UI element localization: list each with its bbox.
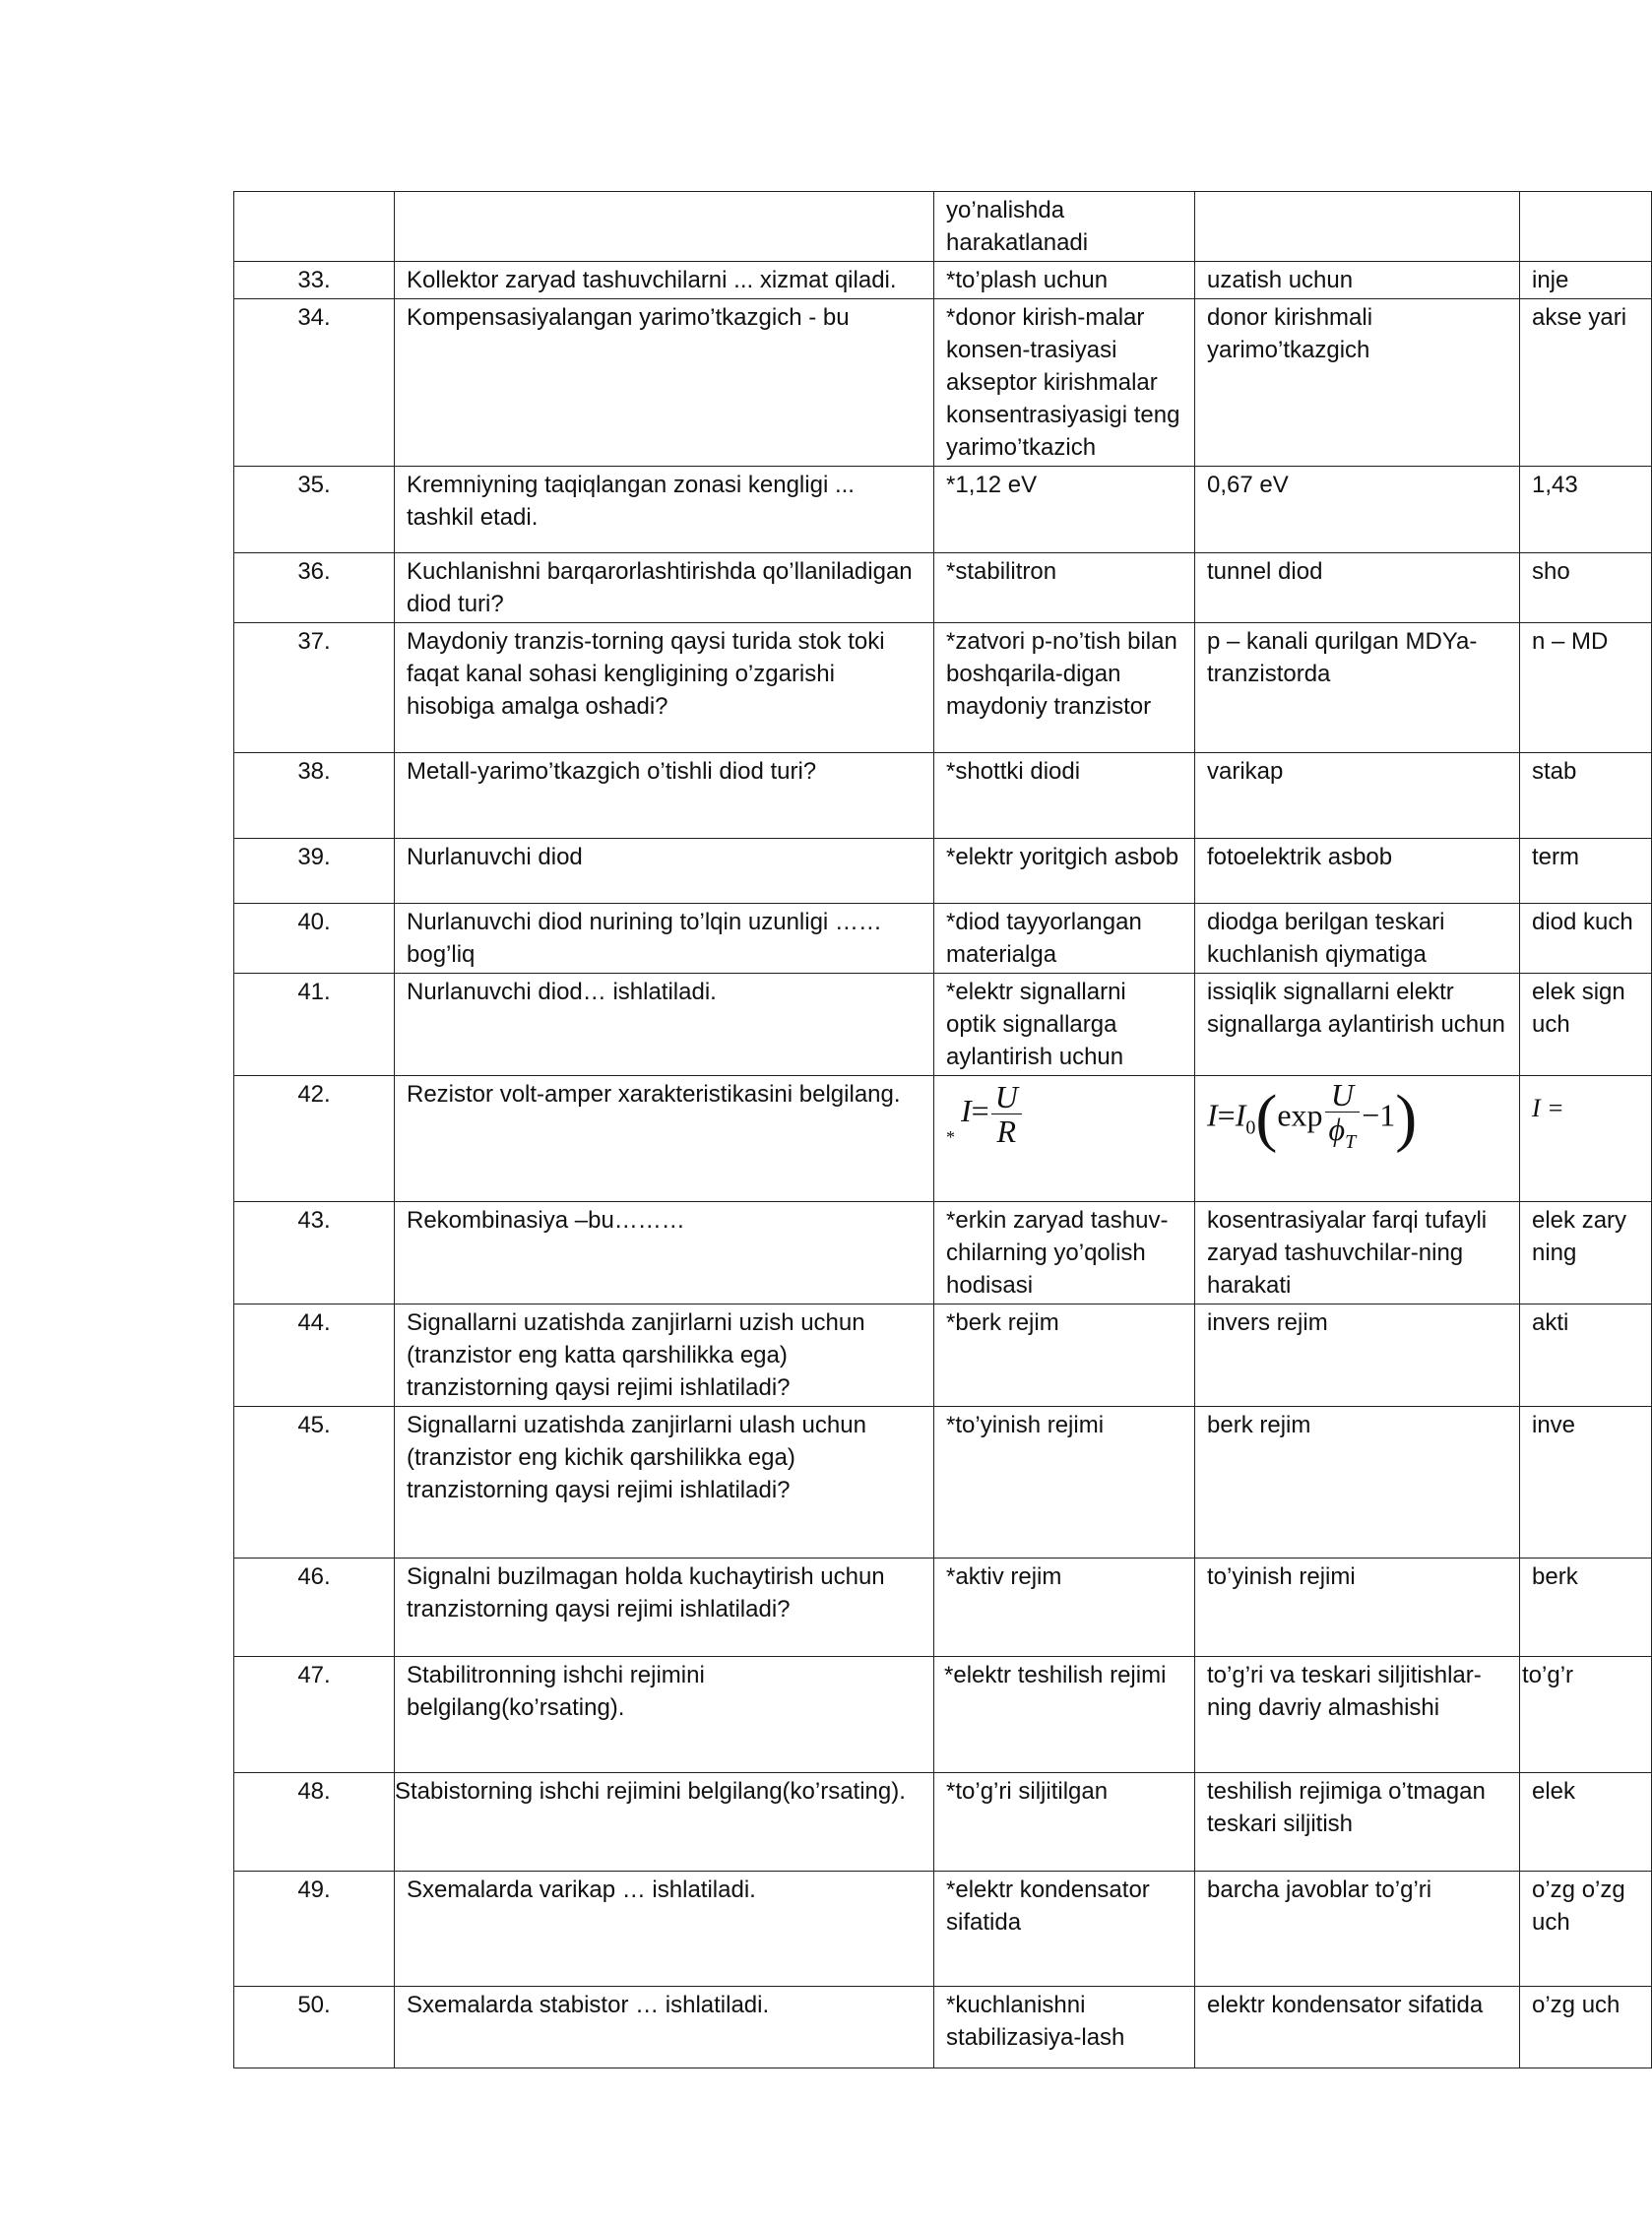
ohm-law-formula <box>946 1080 1024 1154</box>
row-number: 36. <box>234 553 395 623</box>
answer-correct: *elektr kondensator sifatida <box>934 1872 1195 1987</box>
answer-option-c: diod kuch <box>1520 904 1652 974</box>
formula-exp: exp <box>1277 1097 1323 1133</box>
table-row <box>234 753 1652 839</box>
answer-option-c-formula <box>1520 1076 1652 1202</box>
table-row <box>234 1304 1652 1407</box>
table-row <box>234 467 1652 553</box>
answer-correct: *1,12 eV <box>934 467 1195 553</box>
formula-lhs: I <box>1207 1097 1218 1133</box>
answer-option-b: kosentrasiyalar farqi tufayli zaryad tashuvchilar-ning harakati <box>1195 1202 1520 1304</box>
answer-option-b: 0,67 eV <box>1195 467 1520 553</box>
answer-option-b: to’yinish rejimi <box>1195 1559 1520 1657</box>
question-text: Kollektor zaryad tashuvchilarni ... xizmat qiladi. <box>395 262 934 299</box>
answer-option-c <box>1520 192 1652 262</box>
row-number: 34. <box>234 299 395 467</box>
answer-correct: *elektr teshilish rejimi <box>934 1657 1195 1773</box>
formula-denominator <box>1325 1113 1361 1159</box>
answer-option-c: elek zary ning <box>1520 1202 1652 1304</box>
formula-phi: ϕ <box>1328 1112 1346 1147</box>
table-row <box>234 1076 1652 1202</box>
diode-equation-formula: $I=I_0(\exp$ $\frac{U}{\phi_T}$ −1) <box>1207 1078 1417 1159</box>
answer-correct-formula <box>934 1076 1195 1202</box>
formula-denominator: R <box>996 1114 1017 1149</box>
row-number: 49. <box>234 1872 395 1987</box>
answer-option-c: o’zg o’zg uch <box>1520 1872 1652 1987</box>
answer-option-c: akse yari <box>1520 299 1652 467</box>
answer-option-b: donor kirishmali yarimo’tkazgich <box>1195 299 1520 467</box>
answer-correct: *kuchlanishni stabilizasiya-lash <box>934 1987 1195 2068</box>
table-row <box>234 904 1652 974</box>
answer-correct: *zatvori p-no’tish bilan boshqarila-digan maydoniy tranzistor <box>934 623 1195 753</box>
answer-option-b: uzatish uchun <box>1195 262 1520 299</box>
formula-partial: I = <box>1532 1094 1564 1122</box>
row-number <box>234 192 395 262</box>
table-row <box>234 623 1652 753</box>
question-text <box>395 192 934 262</box>
question-text: Signalni buzilmagan holda kuchaytirish uchun tranzistorning qaysi rejimi ishlatiladi? <box>395 1559 934 1657</box>
question-text: Sxemalarda varikap … ishlatiladi. <box>395 1872 934 1987</box>
formula-i0: I <box>1235 1097 1246 1133</box>
answer-option-c: o’zg uch <box>1520 1987 1652 2068</box>
row-number: 41. <box>234 974 395 1076</box>
answer-option-c: term <box>1520 839 1652 904</box>
answer-correct: *donor kirish-malar konsen-trasiyasi akseptor kirishmalar konsentrasiyasigi teng yarimo’tkazich <box>934 299 1195 467</box>
answer-option-b: issiqlik signallarni elektr signallarga aylantirish uchun <box>1195 974 1520 1076</box>
answer-correct: *to’plash uchun <box>934 262 1195 299</box>
answer-option-c: inje <box>1520 262 1652 299</box>
answer-option-c: to’g’r <box>1520 1657 1652 1773</box>
question-text: Rezistor volt-amper xarakteristikasini belgilang. <box>395 1076 934 1202</box>
answer-option-c: sho <box>1520 553 1652 623</box>
answer-correct: *diod tayyorlangan materialga <box>934 904 1195 974</box>
answer-correct: *to’g’ri siljitilgan <box>934 1773 1195 1872</box>
question-text: Nurlanuvchi diod nurining to’lqin uzunligi …… bog’liq <box>395 904 934 974</box>
formula-equals: = <box>971 1092 989 1128</box>
answer-correct: *aktiv rejim <box>934 1559 1195 1657</box>
table-row <box>234 262 1652 299</box>
answer-option-b: p – kanali qurilgan MDYa-tranzistorda <box>1195 623 1520 753</box>
row-number: 43. <box>234 1202 395 1304</box>
answer-option-c: inve <box>1520 1407 1652 1559</box>
answer-option-c: elek <box>1520 1773 1652 1872</box>
answer-option-c: elek sign uch <box>1520 974 1652 1076</box>
row-number: 47. <box>234 1657 395 1773</box>
correct-marker: * <box>946 1126 955 1147</box>
answer-option-c: berk <box>1520 1559 1652 1657</box>
question-text: Metall-yarimo’tkazgich o’tishli diod turi? <box>395 753 934 839</box>
row-number: 42. <box>234 1076 395 1202</box>
table-row <box>234 553 1652 623</box>
question-table <box>233 191 1652 2068</box>
answer-option-c: stab <box>1520 753 1652 839</box>
formula-equals: = <box>1217 1097 1236 1133</box>
answer-correct: *berk rejim <box>934 1304 1195 1407</box>
table-row <box>234 1872 1652 1987</box>
answer-correct: yo’nalishda harakatlanadi <box>934 192 1195 262</box>
answer-option-c: n – MD <box>1520 623 1652 753</box>
question-text: Nurlanuvchi diod… ishlatiladi. <box>395 974 934 1076</box>
answer-option-b: elektr kondensator sifatida <box>1195 1987 1520 2068</box>
answer-option-b: teshilish rejimiga o’tmagan teskari siljitish <box>1195 1773 1520 1872</box>
formula-numerator: U <box>1325 1078 1361 1113</box>
formula-phi-subscript: T <box>1345 1131 1357 1153</box>
answer-option-b: berk rejim <box>1195 1407 1520 1559</box>
answer-option-b: fotoelektrik asbob <box>1195 839 1520 904</box>
answer-option-c: akti <box>1520 1304 1652 1407</box>
row-number: 33. <box>234 262 395 299</box>
answer-correct: *elektr signallarni optik signallarga aylantirish uchun <box>934 974 1195 1076</box>
row-number: 44. <box>234 1304 395 1407</box>
answer-option-c: 1,43 <box>1520 467 1652 553</box>
question-text: Sxemalarda stabistor … ishlatiladi. <box>395 1987 934 2068</box>
answer-option-b: varikap <box>1195 753 1520 839</box>
formula-minus-one: −1 <box>1362 1097 1396 1133</box>
question-text: Kompensasiyalangan yarimo’tkazgich - bu <box>395 299 934 467</box>
question-text: Signallarni uzatishda zanjirlarni ulash uchun (tranzistor eng kichik qarshilikka ega) tranzistorning qaysi rejimi ishlatiladi? <box>395 1407 934 1559</box>
question-table-page <box>233 191 1633 2051</box>
row-number: 48. <box>234 1773 395 1872</box>
row-number: 50. <box>234 1987 395 2068</box>
table-row <box>234 299 1652 467</box>
question-text: Stabilitronning ishchi rejimini belgilang(ko’rsating). <box>395 1657 934 1773</box>
answer-option-b-formula <box>1195 1076 1520 1202</box>
question-text: Maydoniy tranzis-torning qaysi turida stok toki faqat kanal sohasi kengligining o’zgarishi hisobiga amalga oshadi? <box>395 623 934 753</box>
answer-option-b: tunnel diod <box>1195 553 1520 623</box>
formula-lhs: I <box>961 1092 972 1128</box>
answer-correct: *erkin zaryad tashuv-chilarning yo’qolish hodisasi <box>934 1202 1195 1304</box>
formula-numerator: U <box>991 1080 1022 1114</box>
row-number: 37. <box>234 623 395 753</box>
question-text: Signallarni uzatishda zanjirlarni uzish uchun (tranzistor eng katta qarshilikka ega) tranzistorning qaysi rejimi ishlatiladi? <box>395 1304 934 1407</box>
question-text: Kuchlanishni barqarorlashtirishda qo’llaniladigan diod turi? <box>395 553 934 623</box>
answer-option-b <box>1195 192 1520 262</box>
row-number: 35. <box>234 467 395 553</box>
question-text: Stabistorning ishchi rejimini belgilang(ko’rsating). <box>395 1773 934 1872</box>
table-row <box>234 974 1652 1076</box>
table-row <box>234 192 1652 262</box>
table-row <box>234 1407 1652 1559</box>
answer-option-b: invers rejim <box>1195 1304 1520 1407</box>
answer-correct: *stabilitron <box>934 553 1195 623</box>
answer-option-b: to’g’ri va teskari siljitishlar-ning davriy almashishi <box>1195 1657 1520 1773</box>
formula-fraction <box>991 1080 1022 1148</box>
table-row <box>234 839 1652 904</box>
table-row <box>234 1559 1652 1657</box>
answer-correct: *shottki diodi <box>934 753 1195 839</box>
question-text: Kremniyning taqiqlangan zonasi kengligi ... tashkil etadi. <box>395 467 934 553</box>
formula-i0-subscript: 0 <box>1245 1116 1256 1139</box>
row-number: 39. <box>234 839 395 904</box>
row-number: 46. <box>234 1559 395 1657</box>
table-row <box>234 1202 1652 1304</box>
table-row <box>234 1987 1652 2068</box>
answer-option-b: barcha javoblar to’g’ri <box>1195 1872 1520 1987</box>
table-row <box>234 1657 1652 1773</box>
question-text: Nurlanuvchi diod <box>395 839 934 904</box>
row-number: 45. <box>234 1407 395 1559</box>
answer-correct: *to’yinish rejimi <box>934 1407 1195 1559</box>
table-row <box>234 1773 1652 1872</box>
row-number: 40. <box>234 904 395 974</box>
row-number: 38. <box>234 753 395 839</box>
answer-correct: *elektr yoritgich asbob <box>934 839 1195 904</box>
formula-fraction <box>1325 1078 1361 1159</box>
answer-option-b: diodga berilgan teskari kuchlanish qiymatiga <box>1195 904 1520 974</box>
question-text: Rekombinasiya –bu……… <box>395 1202 934 1304</box>
